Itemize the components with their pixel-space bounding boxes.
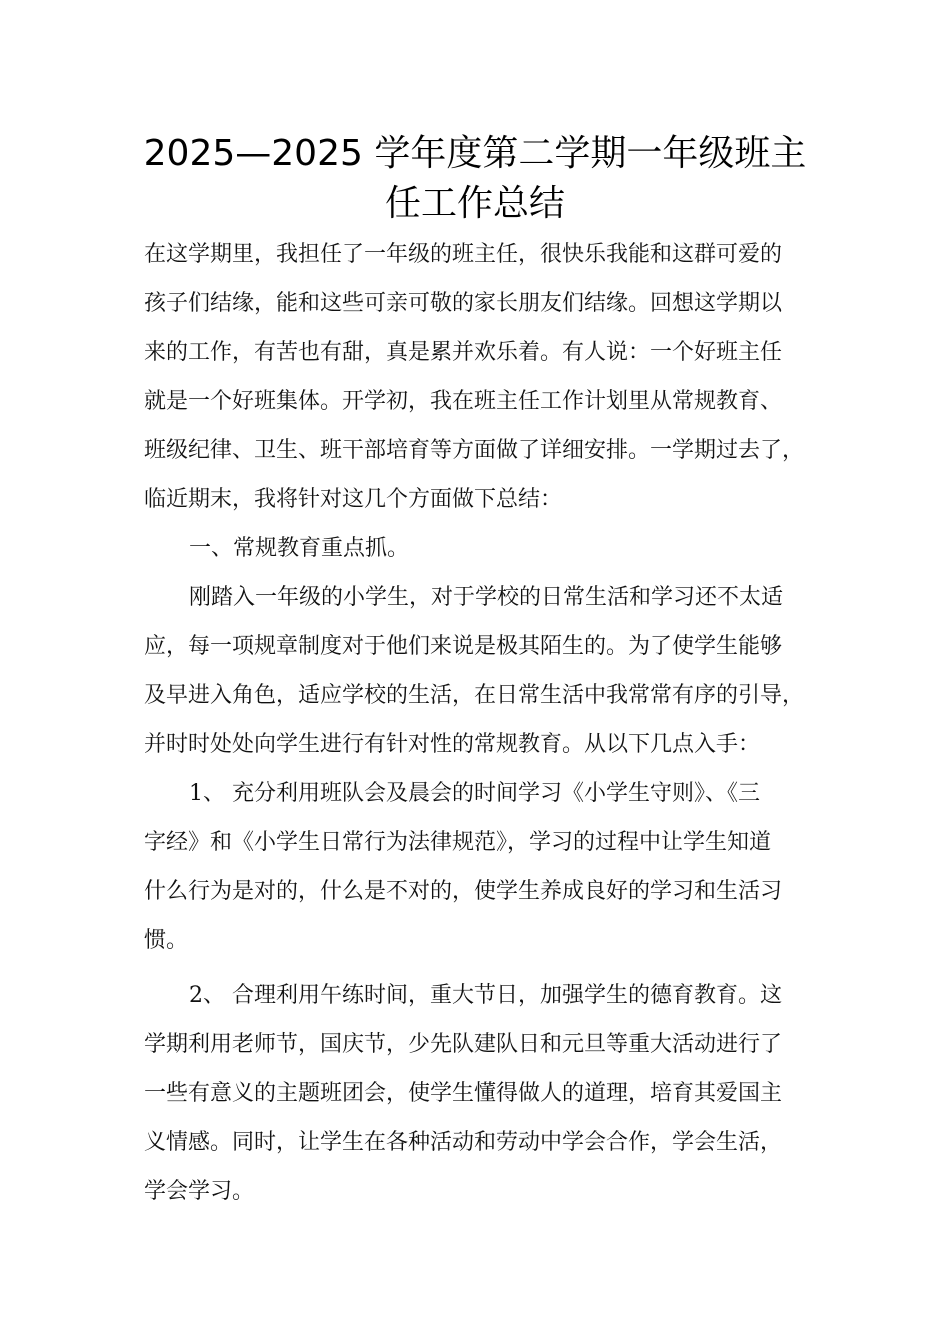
body-line: 一些有意义的主题班团会，使学生懂得做人的道理，培育其爱国主 [144,1081,783,1106]
body-line: 学期利用老师节，国庆节，少先队建队日和元旦等重大活动进行了 [144,1032,783,1057]
body-line: 班级纪律、卫生、班干部培育等方面做了详细安排。一学期过去了， [144,438,805,463]
body-line: 并时时处处向学生进行有针对性的常规教育。从以下几点入手： [144,732,761,757]
body-line: 临近期末，我将针对这几个方面做下总结： [144,487,563,512]
body-line: 惯。 [144,928,189,953]
body-line: 在这学期里，我担任了一年级的班主任，很快乐我能和这群可爱的 [144,242,783,267]
body-line: 来的工作，有苦也有甜，真是累并欢乐着。有人说：一个好班主任 [144,340,783,365]
body-line: 学会学习。 [144,1179,255,1204]
section-heading: 一、常规教育重点抓。 [189,536,410,561]
body-line: 字经》和《小学生日常行为法律规范》，学习的过程中让学生知道 [144,830,772,855]
document-title-line-1: 2025—2025 学年度第二学期一年级班主 [143,133,807,174]
document-body [144,230,844,1216]
body-line: 孩子们结缘，能和这些可亲可敬的家长朋友们结缘。回想这学期以 [144,291,783,316]
body-line: 义情感。同时，让学生在各种活动和劳动中学会合作，学会生活， [144,1130,783,1155]
body-line: 就是一个好班集体。开学初，我在班主任工作计划里从常规教育、 [144,389,783,414]
body-line: 刚踏入一年级的小学生，对于学校的日常生活和学习还不太适 [189,585,784,610]
body-line: 应，每一项规章制度对于他们来说是极其陌生的。为了使学生能够 [144,634,783,659]
body-line: 什么行为是对的，什么是不对的，使学生养成良好的学习和生活习 [144,879,783,904]
list-item-1: 1、 充分利用班队会及晨会的时间学习《小学生守则》、《三 [189,781,760,806]
document-title-line-2: 任工作总结 [384,183,565,224]
body-line: 及早进入角色，适应学校的生活，在日常生活中我常常有序的引导， [144,683,805,708]
list-item-2: 2、 合理利用午练时间，重大节日，加强学生的德育教育。这 [189,983,782,1008]
